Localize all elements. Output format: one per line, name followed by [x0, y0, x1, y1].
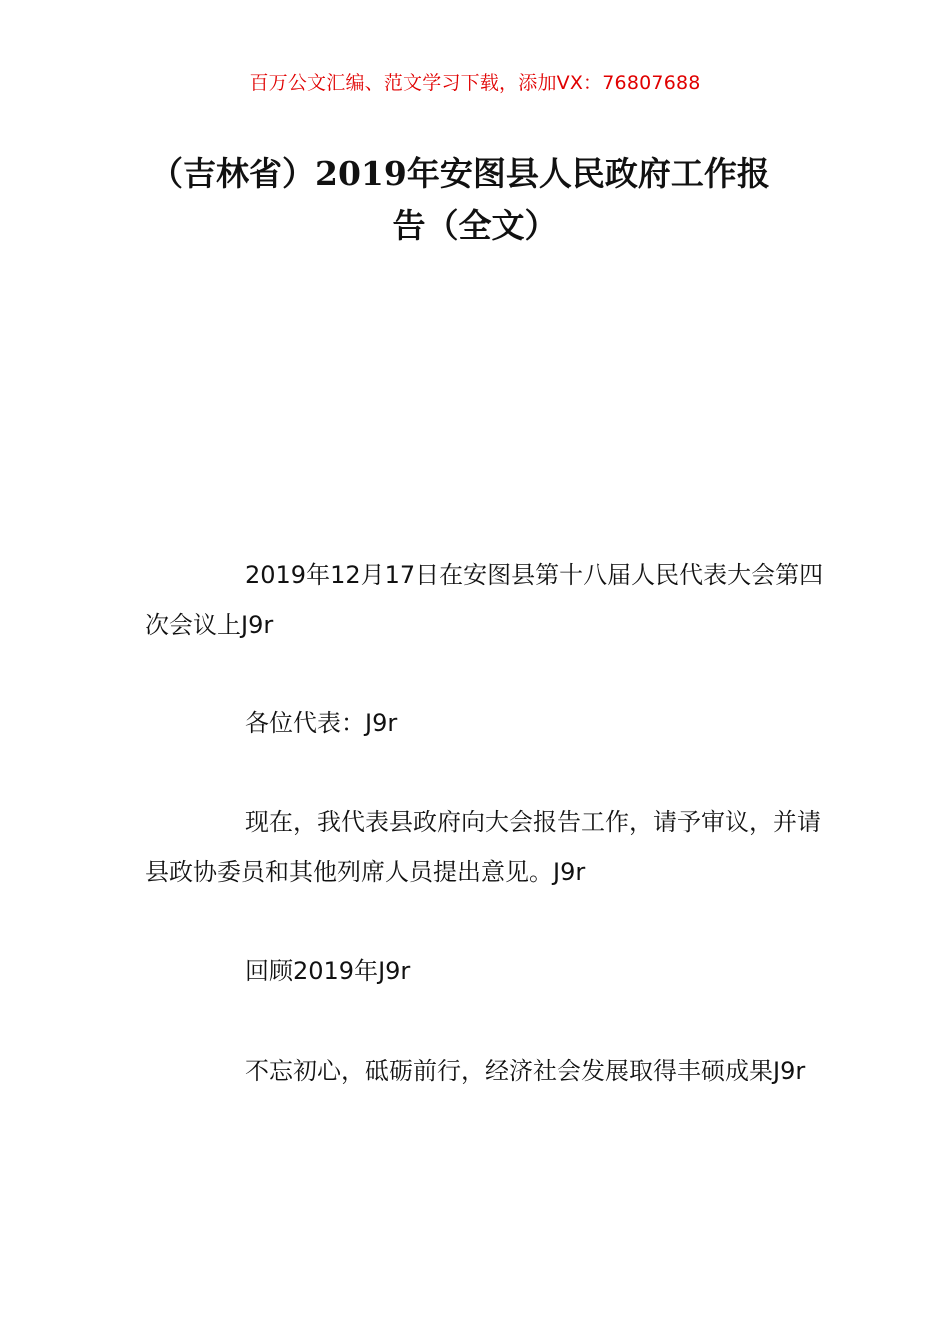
paragraph-review-heading	[145, 946, 835, 996]
paragraph-text: 回顾2019年J9r	[245, 957, 411, 985]
title-line-1: （吉林省）2019年安图县人民政府工作报	[150, 154, 770, 193]
document-title	[150, 148, 800, 252]
paragraph-text: 各位代表：J9r	[245, 709, 398, 737]
paragraph-achievements-heading	[145, 1046, 835, 1096]
paragraph-text: 不忘初心，砥砺前行，经济社会发展取得丰硕成果J9r	[245, 1057, 806, 1085]
paragraph-meeting-info	[145, 550, 835, 650]
paragraph-text: 现在，我代表县政府向大会报告工作，请予审议，并请县政协委员和其他列席人员提出意见。J9r	[145, 808, 821, 886]
title-line-2: 告（全文）	[392, 206, 558, 245]
watermark-header: 百万公文汇编、范文学习下载，添加VX：76807688	[249, 72, 701, 94]
paragraph-introduction	[145, 797, 835, 897]
paragraph-greeting	[145, 698, 835, 748]
paragraph-text: 2019年12月17日在安图县第十八届人民代表大会第四次会议上J9r	[145, 561, 824, 639]
